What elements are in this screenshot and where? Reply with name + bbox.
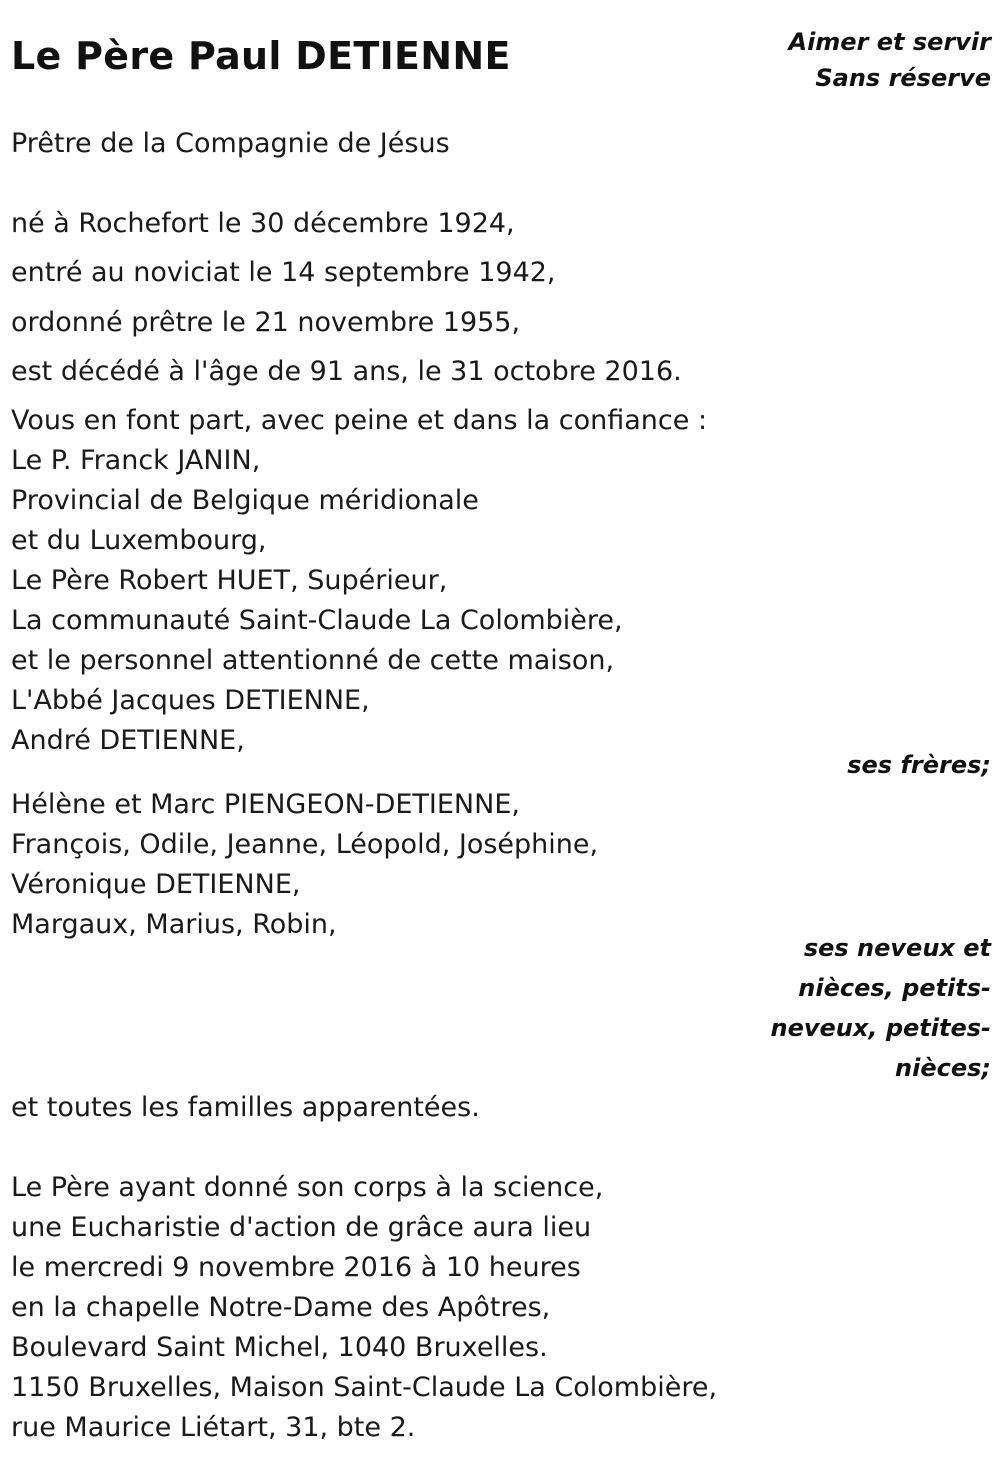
- page-title: Le Père Paul DETIENNE: [11, 34, 511, 78]
- ceremony-details: [11, 1168, 717, 1448]
- ceremony-line: 1150 Bruxelles, Maison Saint-Claude La Colombière,: [11, 1372, 718, 1403]
- motto-line: Aimer et servir: [788, 28, 991, 56]
- announcers-list: [11, 401, 707, 761]
- ceremony-line: en la chapelle Notre-Dame des Apôtres,: [11, 1292, 551, 1323]
- announcer-line: André DETIENNE,: [11, 725, 245, 756]
- ceremony-line: Le Père ayant donné son corps à la science,: [11, 1172, 604, 1203]
- nephews-label-line: nièces, petits-: [798, 974, 991, 1002]
- ceremony-line: Boulevard Saint Michel, 1040 Bruxelles.: [11, 1332, 548, 1363]
- announcer-line: L'Abbé Jacques DETIENNE,: [11, 685, 370, 716]
- motto-line: Sans réserve: [815, 64, 991, 92]
- announcer-line: et du Luxembourg,: [11, 525, 267, 556]
- nephew-line: Hélène et Marc PIENGEON-DETIENNE,: [11, 789, 520, 820]
- ceremony-line: le mercredi 9 novembre 2016 à 10 heures: [11, 1252, 581, 1283]
- role-text: Prêtre de la Compagnie de Jésus: [11, 128, 450, 159]
- motto: [789, 24, 992, 96]
- announcer-line: Le P. Franck JANIN,: [11, 445, 261, 476]
- nephews-label-line: ses neveux et: [803, 934, 991, 962]
- death-text: est décédé à l'âge de 91 ans, le 31 octobre 2016.: [11, 356, 682, 387]
- nephews-label: [761, 928, 991, 1088]
- nephews-label-line: neveux, petites-: [770, 1014, 991, 1042]
- ceremony-line: rue Maurice Liétart, 31, bte 2.: [11, 1412, 416, 1443]
- ordination-text: ordonné prêtre le 21 novembre 1955,: [11, 307, 521, 338]
- announcer-line: Vous en font part, avec peine et dans la confiance :: [11, 405, 708, 436]
- nephew-line: François, Odile, Jeanne, Léopold, Joséphine,: [11, 829, 599, 860]
- announcer-line: et le personnel attentionné de cette maison,: [11, 645, 615, 676]
- announcer-line: Le Père Robert HUET, Supérieur,: [11, 565, 448, 596]
- novitiate-text: entré au noviciat le 14 septembre 1942,: [11, 257, 556, 288]
- families-text: et toutes les familles apparentées.: [11, 1092, 480, 1123]
- nephews-label-line: nièces;: [895, 1054, 991, 1082]
- nephew-line: Véronique DETIENNE,: [11, 869, 301, 900]
- nephew-line: Margaux, Marius, Robin,: [11, 909, 337, 940]
- announcer-line: Provincial de Belgique méridionale: [11, 485, 479, 516]
- announcer-line: La communauté Saint-Claude La Colombière,: [11, 605, 623, 636]
- brothers-label: ses frères;: [847, 751, 991, 779]
- nephews-list: [11, 785, 598, 945]
- birth-text: né à Rochefort le 30 décembre 1924,: [11, 208, 515, 239]
- ceremony-line: une Eucharistie d'action de grâce aura lieu: [11, 1212, 592, 1243]
